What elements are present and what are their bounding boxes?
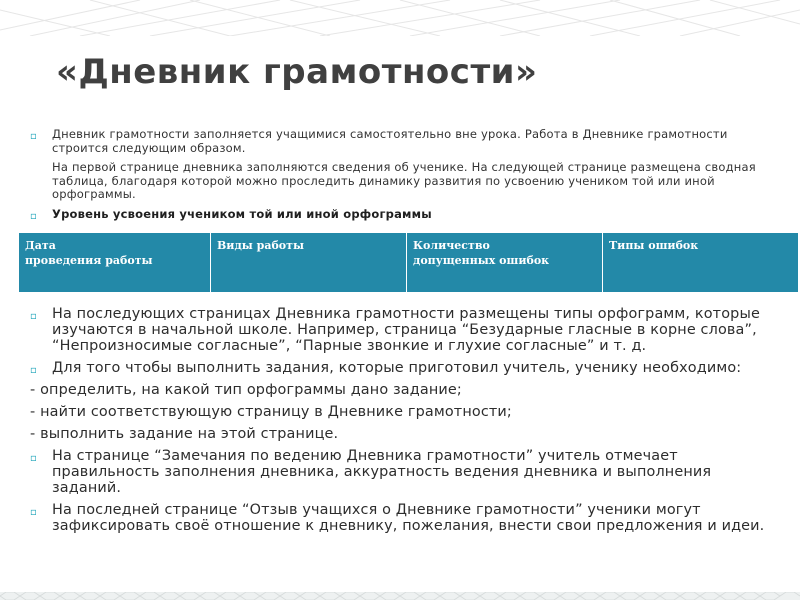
bullet-icon: ▫: [30, 453, 37, 464]
intro-bullets: [30, 128, 780, 227]
bullet-icon: ▫: [30, 131, 37, 142]
table-header-cell: [211, 233, 407, 293]
bullet-text: На первой странице дневника заполняются сведения об ученике. На следующей странице размещена сводная таблица, благодаря которой можно проследить динамику развития по усвоению учеником той или иной орфограммы.: [52, 160, 756, 201]
decorative-hex-band: [0, 592, 800, 600]
list-item: [30, 208, 780, 222]
header-line: допущенных ошибок: [413, 254, 550, 267]
list-item: [30, 360, 780, 376]
table-header-cell: [603, 233, 799, 293]
bullet-text: Дневник грамотности заполняется учащимися самостоятельно вне урока. Работа в Дневнике грамотности строится следующим образом.: [52, 127, 728, 155]
list-item: [30, 448, 780, 496]
list-item: [30, 502, 780, 534]
list-item: [30, 306, 780, 354]
header-line: Количество: [413, 239, 490, 252]
main-bullets: [30, 306, 780, 540]
bullet-icon: ▫: [30, 507, 37, 518]
bullet-icon: ▫: [30, 210, 37, 222]
header-line: проведения работы: [25, 254, 153, 267]
page-title: «Дневник грамотности»: [56, 52, 538, 92]
bullet-icon: ▫: [30, 311, 37, 322]
decorative-stripes: [0, 0, 800, 36]
bullet-text: На последней странице “Отзыв учащихся о Дневнике грамотности” ученики могут зафиксировать своё отношение к дневнику, пожелания, внести свои предложения и идеи.: [52, 502, 765, 534]
dash-item: - найти соответствующую страницу в Дневнике грамотности;: [30, 404, 512, 420]
header-line: Типы ошибок: [609, 239, 699, 252]
dash-item: - выполнить задание на этой странице.: [30, 426, 339, 442]
bullet-text: На странице “Замечания по ведению Дневника грамотности” учитель отмечает правильность заполнения дневника, аккуратность ведения дневника и выполнения заданий.: [52, 448, 712, 496]
table-header-cell: [407, 233, 603, 293]
bullet-icon: ▫: [30, 365, 37, 376]
summary-table: [18, 232, 799, 293]
bullet-text: Уровень усвоения учеником той или иной орфограммы: [52, 206, 432, 221]
list-item: [30, 161, 780, 202]
bullet-text: Для того чтобы выполнить задания, которые приготовил учитель, ученику необходимо:: [52, 360, 742, 376]
dash-item: - определить, на какой тип орфограммы дано задание;: [30, 382, 462, 398]
bullet-text: На последующих страницах Дневника грамотности размещены типы орфограмм, которые изучаются в начальной школе. Например, страница “Безударные гласные в корне слова”, “Непроизносимые согласные”, “Парные звонкие и глухие согласные” и т. д.: [52, 306, 760, 354]
header-line: Виды работы: [217, 239, 304, 252]
table-header-row: [19, 233, 799, 293]
table-header-cell: [19, 233, 211, 293]
header-line: Дата: [25, 239, 56, 252]
list-item: [30, 128, 780, 155]
